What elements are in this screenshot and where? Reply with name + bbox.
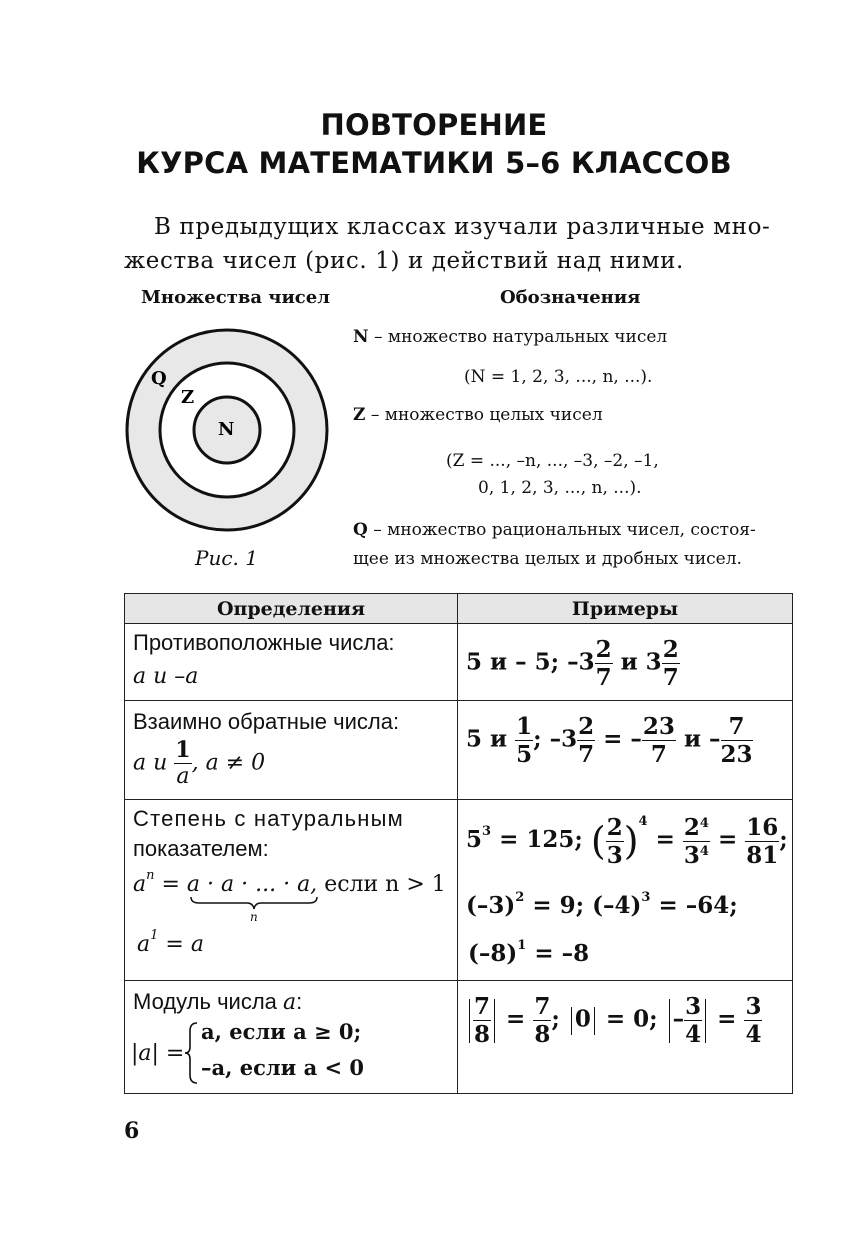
intro-line-1: В предыдущих классах изучали различные мно- bbox=[154, 214, 771, 240]
header-examples: Примеры bbox=[458, 594, 793, 624]
underbrace-label: n bbox=[250, 910, 258, 924]
label-z: Z bbox=[181, 387, 195, 408]
underbrace bbox=[189, 896, 319, 910]
header-definitions: Определения bbox=[125, 594, 458, 624]
intro-line-2: жества чисел (рис. 1) и действий над ними. bbox=[124, 248, 684, 274]
def-opposite-title: Противоположные числа: bbox=[133, 630, 395, 655]
def-opposite-expr: a и –a bbox=[133, 664, 199, 689]
notation-z: Z – множество целых чисел bbox=[353, 405, 603, 425]
table-row bbox=[125, 981, 793, 1094]
page-number: 6 bbox=[124, 1118, 140, 1144]
def-abs-case-2: –a, если a < 0 bbox=[201, 1055, 365, 1080]
table-row bbox=[125, 624, 793, 701]
table-row bbox=[125, 800, 793, 981]
example-reciprocal: 5 и $\frac{1}{5}$ ; –3 $\frac{2}{7}$ = – $\frac{23}{7}$ и – $\frac{7}{23}$ bbox=[466, 713, 753, 768]
notation-z-set-2: 0, 1, 2, 3, ..., n, ...). bbox=[478, 478, 642, 498]
def-power-expr: $a^n = a \cdot a$ · ... · a, если n > 1 bbox=[133, 868, 446, 897]
label-q: Q bbox=[151, 368, 167, 389]
example-power-2: $(-3)^2 = 9$; $(-4)^3 = -64$; bbox=[466, 890, 738, 919]
notation-heading: Обозначения bbox=[500, 287, 641, 308]
def-abs-case-1: a, если a ≥ 0; bbox=[201, 1019, 362, 1044]
def-power-title-2: показателем: bbox=[133, 836, 269, 861]
page-title-line-2: КУРСА МАТЕМАТИКИ 5–6 КЛАССОВ bbox=[136, 146, 732, 180]
figure-heading: Множества чисел bbox=[141, 287, 330, 308]
notation-n: N – множество натуральных чисел bbox=[353, 327, 668, 347]
label-n: N bbox=[218, 419, 235, 440]
def-reciprocal-expr: a и $\frac{1}{a}$ , a ≠ 0 bbox=[133, 737, 266, 789]
example-power-3: $(-8)^1 = -8$ bbox=[468, 938, 590, 967]
notation-n-set: (N = 1, 2, 3, ..., n, ...). bbox=[464, 367, 653, 387]
definitions-table bbox=[124, 593, 793, 1094]
page-title-line-1: ПОВТОРЕНИЕ bbox=[320, 108, 548, 142]
def-abs-title: Модуль числа a: bbox=[133, 989, 303, 1015]
example-opposite: 5 и – 5; –3 $\frac{2}{7}$ и 3 $\frac{2}{7}$ bbox=[466, 636, 679, 691]
def-abs-lhs: |a| = bbox=[131, 1041, 185, 1066]
example-power-1: $5^3 = 125$; ( $\frac{2}{3}$ )$^4$ = $\frac{2^4}{3^4}$ = $\frac{16}{81}$ ; bbox=[466, 813, 788, 869]
case-brace bbox=[183, 1021, 199, 1085]
def-power-one: $a^1 = a$ bbox=[137, 928, 204, 957]
notation-q-2: щее из множества целых и дробных чисел. bbox=[353, 549, 742, 569]
figure-caption: Рис. 1 bbox=[195, 546, 258, 570]
table-header-row bbox=[125, 594, 793, 624]
notation-z-set-1: (Z = ..., –n, ..., –3, –2, –1, bbox=[446, 451, 659, 471]
number-sets-diagram bbox=[124, 327, 334, 537]
example-abs: $\frac{7}{8}$ = $\frac{7}{8}$ ; 0 = 0; – $\frac{3}{4}$ = $\frac{3}{4}$ bbox=[466, 995, 762, 1046]
def-power-title-1: Степень с натуральным bbox=[133, 806, 404, 831]
notation-q: Q – множество рациональных чисел, состоя- bbox=[353, 520, 756, 540]
def-reciprocal-title: Взаимно обратные числа: bbox=[133, 709, 400, 734]
table-row bbox=[125, 701, 793, 800]
